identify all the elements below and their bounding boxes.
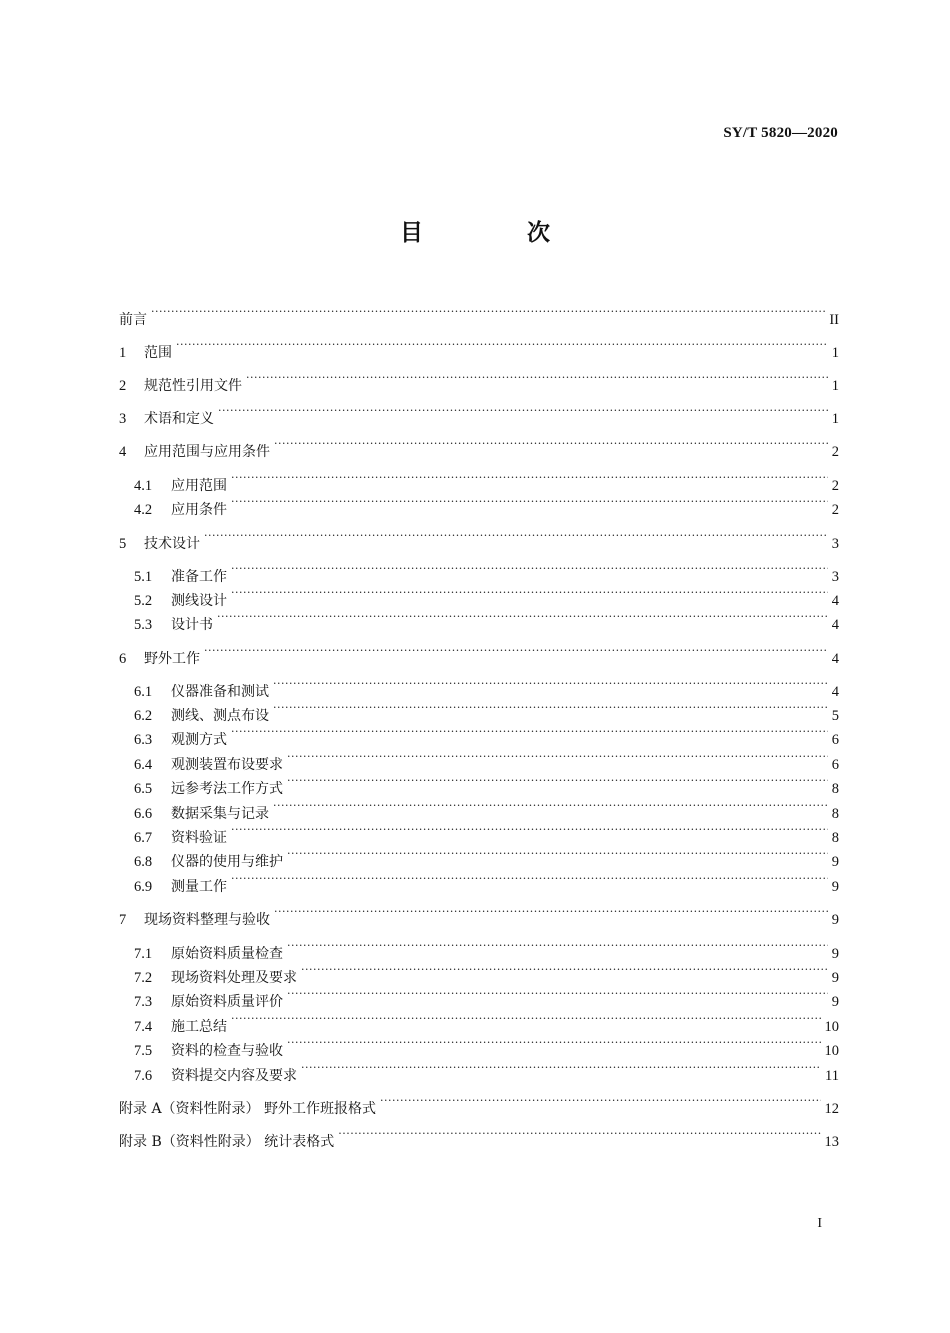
toc-entry-label: 资料验证 [171, 830, 227, 846]
toc-entry[interactable] [134, 696, 839, 724]
toc-entry[interactable] [134, 1031, 839, 1059]
toc-entry[interactable] [119, 524, 839, 552]
toc-entry-label: 资料提交内容及要求 [171, 1068, 297, 1084]
toc-entry-page: 2 [831, 478, 839, 494]
toc-entry[interactable] [134, 1056, 839, 1084]
toc-entry-page: 3 [831, 536, 839, 552]
toc-entry-page: 1 [831, 378, 839, 394]
page-title: 目 次 [399, 220, 598, 246]
document-code: SY/T 5820—2020 [723, 125, 838, 141]
toc-entry-number: 5 [119, 536, 127, 552]
toc-entry-number: 6.9 [134, 879, 153, 895]
toc-entry[interactable] [119, 333, 839, 361]
toc-entry[interactable] [134, 794, 839, 822]
toc-entry-page: 2 [831, 444, 839, 460]
toc-entry-page: 8 [831, 830, 839, 846]
toc-entry[interactable] [134, 605, 839, 633]
toc-entry-number: 7.4 [134, 1019, 153, 1035]
toc-dot-leader [231, 581, 828, 605]
toc-entry-label: 规范性引用文件 [144, 378, 242, 394]
toc-entry-label: 应用条件 [171, 502, 227, 518]
toc-entry[interactable] [119, 399, 839, 427]
toc-dot-leader [218, 399, 828, 423]
toc-entry-page: 9 [831, 970, 839, 986]
toc-entry-number: 5.3 [134, 617, 153, 633]
toc-entry-page: 5 [831, 708, 839, 724]
toc-entry-label: 数据采集与记录 [171, 806, 269, 822]
toc-entry-page: 3 [831, 569, 839, 585]
toc-entry[interactable] [134, 672, 839, 700]
toc-dot-leader [246, 366, 828, 390]
toc-entry-page: 9 [831, 879, 839, 895]
toc-entry[interactable] [134, 466, 839, 494]
toc-entry[interactable] [134, 982, 839, 1010]
toc-entry-label: 前言 [119, 312, 147, 328]
toc-dot-leader [231, 720, 828, 744]
toc-entry-page: 1 [831, 411, 839, 427]
toc-entry-number: 6.1 [134, 684, 153, 700]
toc-entry-page: 4 [831, 684, 839, 700]
toc-entry-label: 设计书 [171, 617, 213, 633]
toc-entry-page: 10 [824, 1043, 839, 1059]
toc-entry-number: 7.5 [134, 1043, 153, 1059]
toc-entry-label: 原始资料质量评价 [171, 994, 283, 1010]
toc-dot-leader [380, 1089, 820, 1113]
toc-entry[interactable] [134, 934, 839, 962]
toc-entry-label: 野外工作 [144, 651, 200, 667]
toc-dot-leader [231, 557, 828, 581]
toc-dot-leader [287, 982, 828, 1006]
toc-entry-label: 仪器的使用与维护 [171, 854, 283, 870]
toc-entry[interactable] [119, 900, 839, 928]
toc-dot-leader [231, 1007, 821, 1031]
toc-entry-number: 6.7 [134, 830, 153, 846]
toc-dot-leader [231, 818, 828, 842]
toc-entry-number: 3 [119, 411, 127, 427]
toc-entry-label: 测线、测点布设 [171, 708, 269, 724]
toc-entry-number: 4.1 [134, 478, 153, 494]
toc-entry-number: 4.2 [134, 502, 153, 518]
toc-entry-label: 范围 [144, 345, 172, 361]
toc-entry-label: 现场资料整理与验收 [144, 912, 270, 928]
toc-entry[interactable] [134, 1007, 839, 1035]
toc-dot-leader [273, 794, 828, 818]
toc-entry-page: 4 [831, 617, 839, 633]
toc-entry-number: 6.4 [134, 757, 153, 773]
toc-entry-number: 5.2 [134, 593, 153, 609]
toc-entry-page: 9 [831, 854, 839, 870]
toc-entry-page: II [829, 312, 839, 328]
toc-dot-leader [231, 466, 828, 490]
toc-entry-page: 11 [825, 1068, 839, 1084]
toc-entry-label: 测线设计 [171, 593, 227, 609]
toc-entry-page: 12 [824, 1101, 839, 1117]
toc-entry-label: 技术设计 [144, 536, 200, 552]
toc-entry-page: 2 [831, 502, 839, 518]
toc-dot-leader [217, 605, 828, 629]
toc-entry-page: 10 [824, 1019, 839, 1035]
toc-dot-leader [301, 958, 828, 982]
toc-dot-leader [231, 490, 828, 514]
toc-entry-page: 13 [824, 1134, 839, 1150]
toc-entry[interactable] [134, 581, 839, 609]
toc-entry-page: 6 [831, 757, 839, 773]
toc-dot-leader [301, 1056, 821, 1080]
toc-entry-number: 5.1 [134, 569, 153, 585]
toc-entry[interactable] [134, 958, 839, 986]
toc-dot-leader [151, 300, 825, 324]
toc-entry[interactable] [134, 720, 839, 748]
toc-dot-leader [274, 900, 828, 924]
toc-entry[interactable] [119, 366, 839, 394]
toc-entry-label: 应用范围 [171, 478, 227, 494]
toc-entry-page: 8 [831, 806, 839, 822]
toc-entry-label: 应用范围与应用条件 [144, 444, 270, 460]
toc-entry[interactable] [119, 1089, 839, 1117]
toc-dot-leader [273, 672, 828, 696]
toc-dot-leader [287, 769, 828, 793]
toc-entry[interactable] [134, 867, 839, 895]
toc-entry-number: 4 [119, 444, 127, 460]
toc-entry[interactable] [134, 490, 839, 518]
toc-entry-number: 2 [119, 378, 127, 394]
toc-entry-label: 附录 A（资料性附录） 野外工作班报格式 [119, 1101, 377, 1117]
toc-entry[interactable] [119, 300, 839, 328]
toc-dot-leader [287, 1031, 821, 1055]
toc-entry[interactable] [134, 818, 839, 846]
toc-entry[interactable] [134, 842, 839, 870]
toc-dot-leader [287, 842, 828, 866]
toc-dot-leader [204, 524, 828, 548]
toc-entry-page: 6 [831, 732, 839, 748]
toc-entry[interactable] [134, 745, 839, 773]
toc-entry-number: 6 [119, 651, 127, 667]
toc-dot-leader [231, 867, 828, 891]
toc-entry-page: 8 [831, 781, 839, 797]
toc-entry-label: 资料的检查与验收 [171, 1043, 283, 1059]
toc-dot-leader [338, 1122, 820, 1146]
toc-dot-leader [204, 639, 828, 663]
toc-entry[interactable] [134, 769, 839, 797]
toc-entry-label: 附录 B（资料性附录） 统计表格式 [119, 1134, 335, 1150]
toc-entry-number: 6.5 [134, 781, 153, 797]
toc-entry-page: 4 [831, 593, 839, 609]
toc-entry-label: 施工总结 [171, 1019, 227, 1035]
toc-entry-label: 现场资料处理及要求 [171, 970, 297, 986]
toc-entry-page: 9 [831, 946, 839, 962]
toc-entry-page: 4 [831, 651, 839, 667]
toc-entry-number: 6.2 [134, 708, 153, 724]
toc-entry-number: 6.6 [134, 806, 153, 822]
toc-entry-number: 7.6 [134, 1068, 153, 1084]
toc-entry-label: 术语和定义 [144, 411, 214, 427]
toc-entry-label: 观测装置布设要求 [171, 757, 283, 773]
toc-dot-leader [176, 333, 828, 357]
toc-entry-page: 1 [831, 345, 839, 361]
toc-entry-number: 7.2 [134, 970, 153, 986]
toc-entry-label: 准备工作 [171, 569, 227, 585]
toc-entry-number: 7 [119, 912, 127, 928]
page-number: I [817, 1216, 822, 1231]
toc-entry-label: 观测方式 [171, 732, 227, 748]
toc-entry[interactable] [119, 1122, 839, 1150]
toc-entry-number: 7.1 [134, 946, 153, 962]
toc-entry[interactable] [134, 557, 839, 585]
toc-entry-number: 6.3 [134, 732, 153, 748]
toc-dot-leader [273, 696, 828, 720]
toc-dot-leader [287, 745, 828, 769]
toc-entry-label: 原始资料质量检查 [171, 946, 283, 962]
toc-entry[interactable] [119, 639, 839, 667]
toc-entry-page: 9 [831, 912, 839, 928]
toc-entry-label: 远参考法工作方式 [171, 781, 283, 797]
toc-entry-number: 7.3 [134, 994, 153, 1010]
toc-dot-leader [274, 432, 828, 456]
toc-entry-page: 9 [831, 994, 839, 1010]
toc-entry-number: 1 [119, 345, 127, 361]
toc-dot-leader [287, 934, 828, 958]
toc-entry[interactable] [119, 432, 839, 460]
toc-entry-number: 6.8 [134, 854, 153, 870]
toc-entry-label: 测量工作 [171, 879, 227, 895]
toc-entry-label: 仪器准备和测试 [171, 684, 269, 700]
